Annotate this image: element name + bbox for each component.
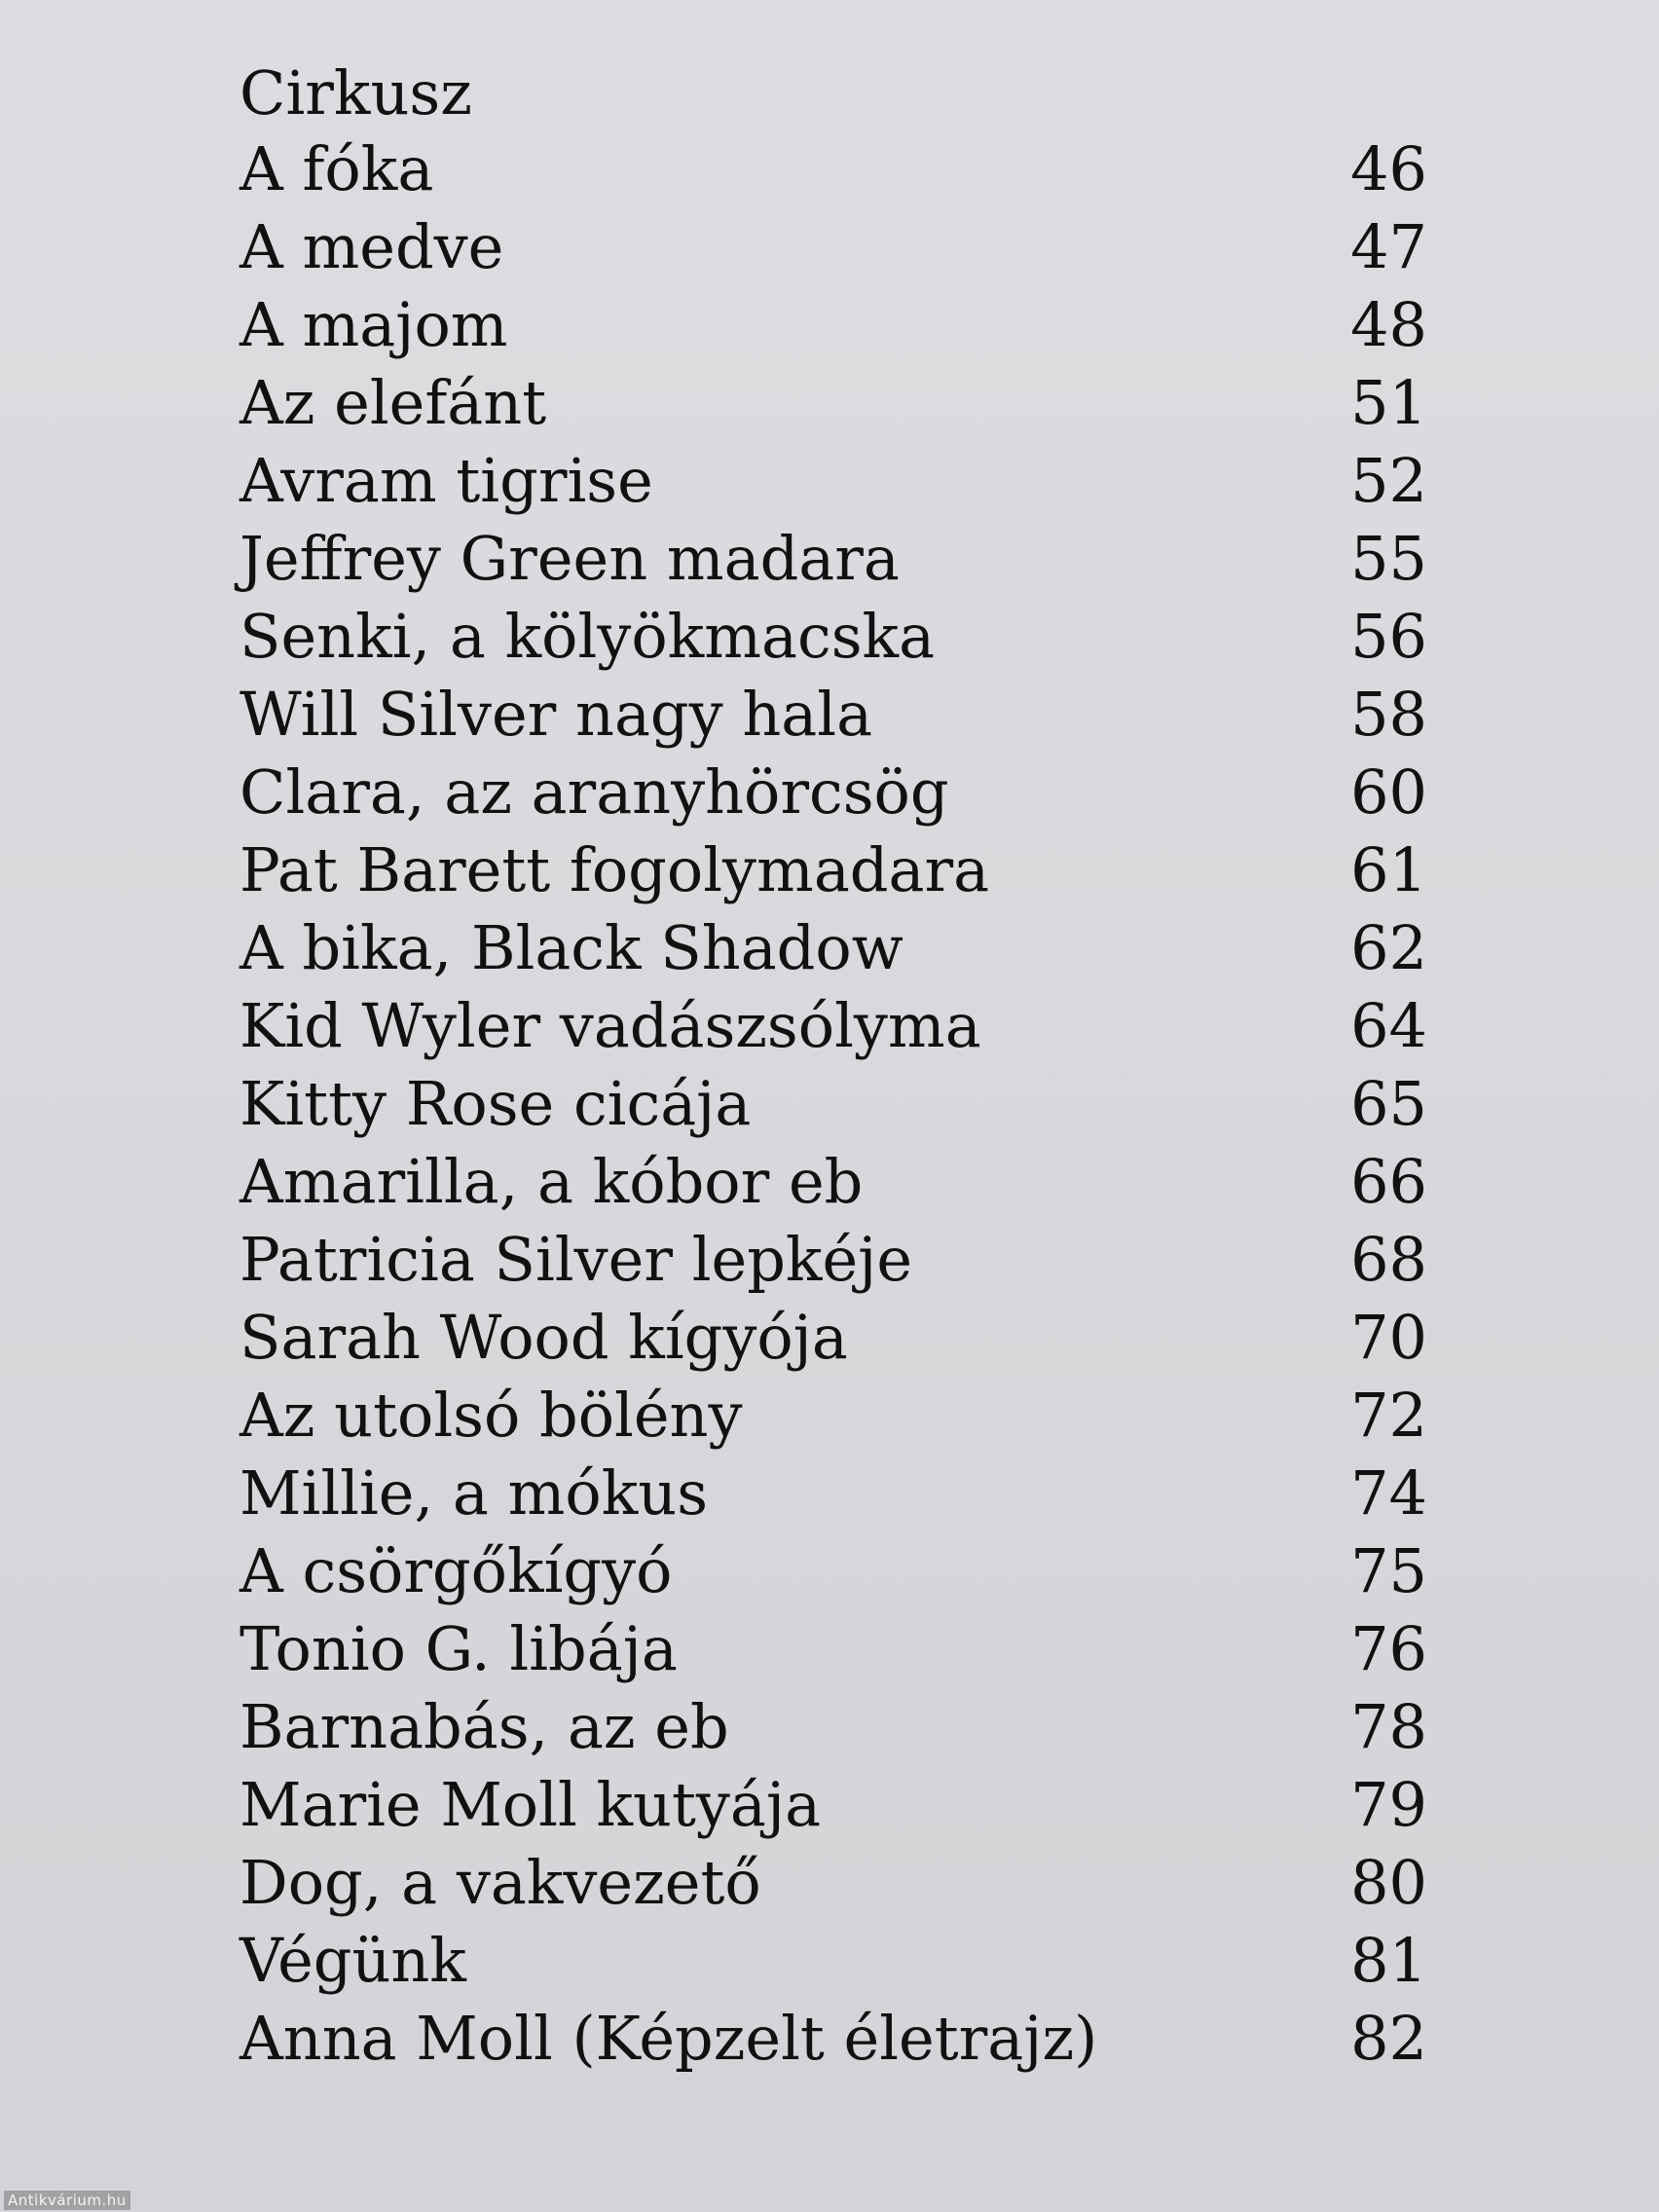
toc-entry-title: A csörgőkígyó (240, 1535, 673, 1606)
toc-entry-page-number: 74 (1350, 1457, 1427, 1529)
toc-entry (240, 1922, 1427, 2000)
toc-entry-page-number: 64 (1350, 990, 1427, 1061)
toc-entry-page-number: 66 (1350, 1146, 1427, 1217)
toc-entry (240, 909, 1427, 987)
toc-entry-page-number: 56 (1350, 601, 1427, 672)
table-of-contents (240, 56, 1427, 2078)
toc-entry-title: Dog, a vakvezető (240, 1847, 761, 1918)
toc-entry-page-number: 79 (1350, 1769, 1427, 1840)
toc-entry (240, 130, 1427, 208)
toc-entry (240, 1455, 1427, 1532)
toc-entry-page-number: 68 (1350, 1224, 1427, 1295)
toc-entry (240, 1143, 1427, 1221)
toc-entry-page-number: 55 (1350, 523, 1427, 594)
toc-entry-title: Végünk (240, 1925, 466, 1996)
toc-entry (240, 1532, 1427, 1610)
toc-entry-title: Kitty Rose cicája (240, 1068, 752, 1139)
toc-entry-page-number: 70 (1350, 1302, 1427, 1373)
toc-entry-page-number: 65 (1350, 1068, 1427, 1139)
toc-entry-page-number: 61 (1350, 834, 1427, 905)
toc-entry-title: Amarilla, a kóbor eb (240, 1146, 864, 1217)
toc-entry (240, 1377, 1427, 1455)
toc-entry-title: Az utolsó bölény (240, 1380, 743, 1451)
toc-entry-page-number: 52 (1350, 445, 1427, 516)
toc-entry-page-number: 58 (1350, 679, 1427, 750)
toc-entry-page-number: 51 (1350, 367, 1427, 438)
toc-entry-page-number: 78 (1350, 1691, 1427, 1762)
toc-entry-title: A majom (240, 289, 508, 360)
toc-entry (240, 754, 1427, 831)
toc-entry-title: Marie Moll kutyája (240, 1769, 822, 1840)
toc-entry-title: Barnabás, az eb (240, 1691, 729, 1762)
toc-entry (240, 1221, 1427, 1299)
toc-entry-title: Senki, a kölyökmacska (240, 601, 936, 672)
toc-entry (240, 831, 1427, 909)
toc-entry-title: Sarah Wood kígyója (240, 1302, 848, 1373)
toc-entry-page-number: 48 (1350, 289, 1427, 360)
toc-section-heading: Cirkusz (240, 57, 472, 129)
toc-entry-page-number: 46 (1350, 133, 1427, 204)
toc-entry (240, 442, 1427, 520)
toc-entry-page-number: 72 (1350, 1380, 1427, 1451)
toc-entry-title: Millie, a mókus (240, 1457, 709, 1529)
toc-entry-page-number: 76 (1350, 1613, 1427, 1684)
toc-entry-list (240, 130, 1427, 2078)
watermark: Antikvárium.hu (4, 2191, 130, 2210)
toc-entry (240, 676, 1427, 754)
toc-entry (240, 520, 1427, 598)
toc-entry-title: Az elefánt (240, 367, 547, 438)
toc-entry-page-number: 62 (1350, 912, 1427, 983)
toc-entry-page-number: 75 (1350, 1535, 1427, 1606)
toc-entry (240, 286, 1427, 364)
toc-entry (240, 987, 1427, 1065)
toc-entry (240, 364, 1427, 442)
toc-entry-title: Jeffrey Green madara (240, 523, 900, 594)
toc-entry (240, 598, 1427, 676)
toc-entry-title: Pat Barett fogolymadara (240, 834, 990, 905)
toc-entry (240, 1844, 1427, 1922)
toc-entry (240, 1065, 1427, 1143)
toc-entry-title: Clara, az aranyhörcsög (240, 756, 949, 828)
toc-entry (240, 2000, 1427, 2078)
toc-entry-title: Patricia Silver lepkéje (240, 1224, 913, 1295)
toc-entry-page-number: 81 (1350, 1925, 1427, 1996)
toc-entry (240, 1766, 1427, 1844)
toc-entry-title: Tonio G. libája (240, 1613, 678, 1684)
toc-entry-title: Avram tigrise (240, 445, 653, 516)
toc-entry-page-number: 80 (1350, 1847, 1427, 1918)
toc-entry-title: Kid Wyler vadászsólyma (240, 990, 981, 1061)
toc-entry-title: Anna Moll (Képzelt életrajz) (240, 2003, 1098, 2074)
toc-entry-page-number: 60 (1350, 756, 1427, 828)
toc-entry-title: A fóka (240, 133, 434, 204)
toc-entry-page-number: 47 (1350, 211, 1427, 282)
toc-entry-page-number: 82 (1350, 2003, 1427, 2074)
toc-entry-title: A medve (240, 211, 504, 282)
toc-entry-title: A bika, Black Shadow (240, 912, 903, 983)
toc-entry-title: Will Silver nagy hala (240, 679, 873, 750)
toc-entry (240, 208, 1427, 286)
toc-entry (240, 1610, 1427, 1688)
toc-entry (240, 1299, 1427, 1377)
toc-entry (240, 1688, 1427, 1766)
